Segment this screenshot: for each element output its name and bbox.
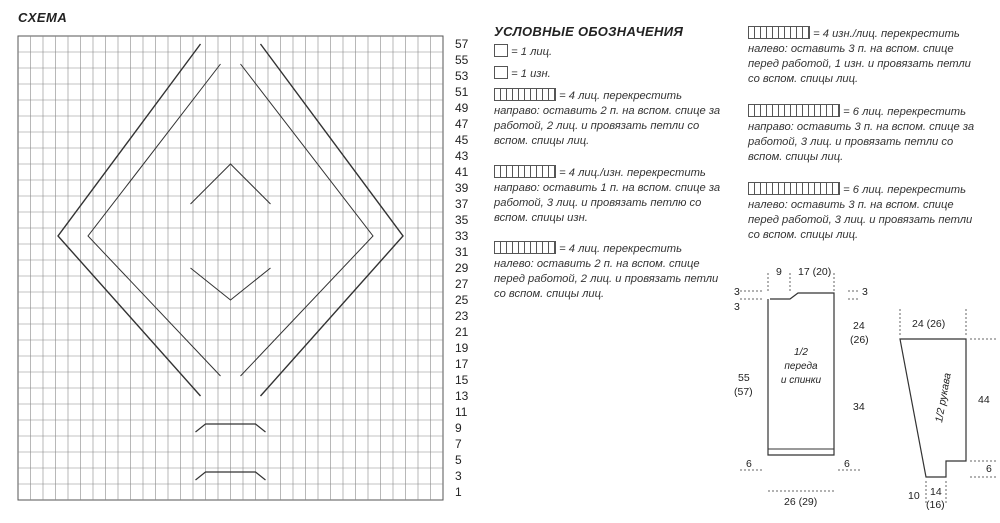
cable6-left-symbol-icon: [748, 182, 840, 195]
row-label: 31: [455, 245, 469, 259]
sleeve-pattern-piece: [900, 309, 996, 511]
body-label-line1: 1/2: [794, 347, 808, 358]
body-label-line2: переда: [784, 361, 818, 372]
row-label: 41: [455, 165, 469, 179]
sleeve-dim-right-44: 44: [978, 394, 990, 406]
sleeve-dim-top: 24 (26): [912, 318, 946, 330]
knitting-chart: [0, 0, 480, 523]
garment-patterns: [720, 255, 1000, 523]
body-dim-left-55: 55: [738, 372, 750, 384]
body-dim-right-34: 34: [853, 401, 865, 413]
body-dim-right-24: 24: [853, 320, 865, 332]
row-label: 25: [455, 293, 469, 307]
body-label-line3: и спинки: [780, 375, 822, 386]
row-label: 5: [455, 453, 462, 467]
row-label: 3: [455, 469, 462, 483]
cable6-right-symbol-icon: [748, 104, 840, 117]
row-label: 21: [455, 325, 469, 339]
sleeve-dim-right-6: 6: [986, 463, 992, 475]
scheme-title: СХЕМА: [18, 10, 68, 25]
row-label: 23: [455, 309, 469, 323]
legend-item-cross4-right: = 4 лиц. перекрестить направо: оставить 2 п. на вспом. спице за работой, 2 лиц. и провязать петли со вспом. спицы лиц.: [494, 90, 721, 147]
body-dim-top-left: 9: [776, 266, 782, 278]
legend-item-cross4-right-purl: = 4 лиц./изн. перекрестить направо: оставить 1 п. на вспом. спице за работой, 3 лиц. и провязать петлю со вспом. спицы изн.: [494, 167, 721, 224]
chart-grid: [18, 36, 443, 500]
cable4-left-symbol-icon: [494, 241, 556, 254]
row-label: 33: [455, 229, 469, 243]
legend-item-cross4-left-purl: = 4 изн./лиц. перекрестить налево: оставить 3 п. на вспом. спице перед работой, 1 изн. и провязать петли со вспом. спицы лиц.: [748, 28, 971, 85]
body-dim-bottom: 26 (29): [784, 496, 818, 508]
legend-item-cross6-right: = 6 лиц. перекрестить направо: оставить 3 п. на вспом. спице за работой, 3 лиц. и провязать петли со вспом. спицы лиц.: [748, 106, 975, 163]
row-label: 11: [455, 405, 468, 419]
row-label: 39: [455, 181, 469, 195]
row-label: 55: [455, 53, 469, 67]
body-dim-top-right: 17 (20): [798, 266, 832, 278]
row-label: 29: [455, 261, 469, 275]
legend-item-knit: = 1 лиц.: [494, 44, 724, 60]
row-label: 15: [455, 373, 469, 387]
row-label: 27: [455, 277, 469, 291]
legend-title: УСЛОВНЫЕ ОБОЗНАЧЕНИЯ: [494, 24, 684, 39]
row-label: 35: [455, 213, 469, 227]
body-dim-left-57: (57): [734, 386, 753, 398]
body-pattern-piece: [734, 266, 869, 508]
legend-item-cross6-left: = 6 лиц. перекрестить налево: оставить 3 п. на вспом. спице перед работой, 3 лиц. и провязать петли со вспом. спицы лиц.: [748, 184, 973, 241]
body-dim-left-3b: 3: [734, 301, 740, 313]
row-label: 53: [455, 69, 469, 83]
sleeve-label: 1/2 рукава: [933, 372, 954, 424]
cable4-right-purl-symbol-icon: [494, 165, 556, 178]
row-label: 19: [455, 341, 469, 355]
row-label: 13: [455, 389, 469, 403]
row-label: 9: [455, 421, 462, 435]
body-dim-right-26: (26): [850, 334, 869, 346]
body-dim-left-6: 6: [746, 458, 752, 470]
row-label: 47: [455, 117, 469, 131]
cable4-right-symbol-icon: [494, 88, 556, 101]
row-label: 57: [455, 37, 469, 51]
row-label: 49: [455, 101, 469, 115]
row-label: 51: [455, 85, 469, 99]
row-label: 37: [455, 197, 469, 211]
sleeve-dim-bottom-16: (16): [926, 499, 945, 511]
row-label: 7: [455, 437, 462, 451]
row-label: 17: [455, 357, 469, 371]
legend-item-purl: = 1 изн.: [494, 66, 724, 82]
purl-symbol-icon: [494, 66, 508, 79]
body-dim-left-3a: 3: [734, 286, 740, 298]
body-dim-right-3: 3: [862, 286, 868, 298]
row-label: 43: [455, 149, 469, 163]
body-dim-right-6: 6: [844, 458, 850, 470]
row-labels: [455, 37, 469, 499]
legend-item-cross4-left: = 4 лиц. перекрестить налево: оставить 2 п. на вспом. спице перед работой, 2 лиц. и провязать петли со вспом. спицы лиц.: [494, 243, 719, 300]
cable4-left-purl-symbol-icon: [748, 26, 810, 39]
sleeve-dim-bottom-14: 14: [930, 486, 942, 498]
knit-symbol-icon: [494, 44, 508, 57]
row-label: 45: [455, 133, 469, 147]
row-label: 1: [455, 485, 462, 499]
sleeve-dim-bottom-left: 10: [908, 490, 920, 502]
